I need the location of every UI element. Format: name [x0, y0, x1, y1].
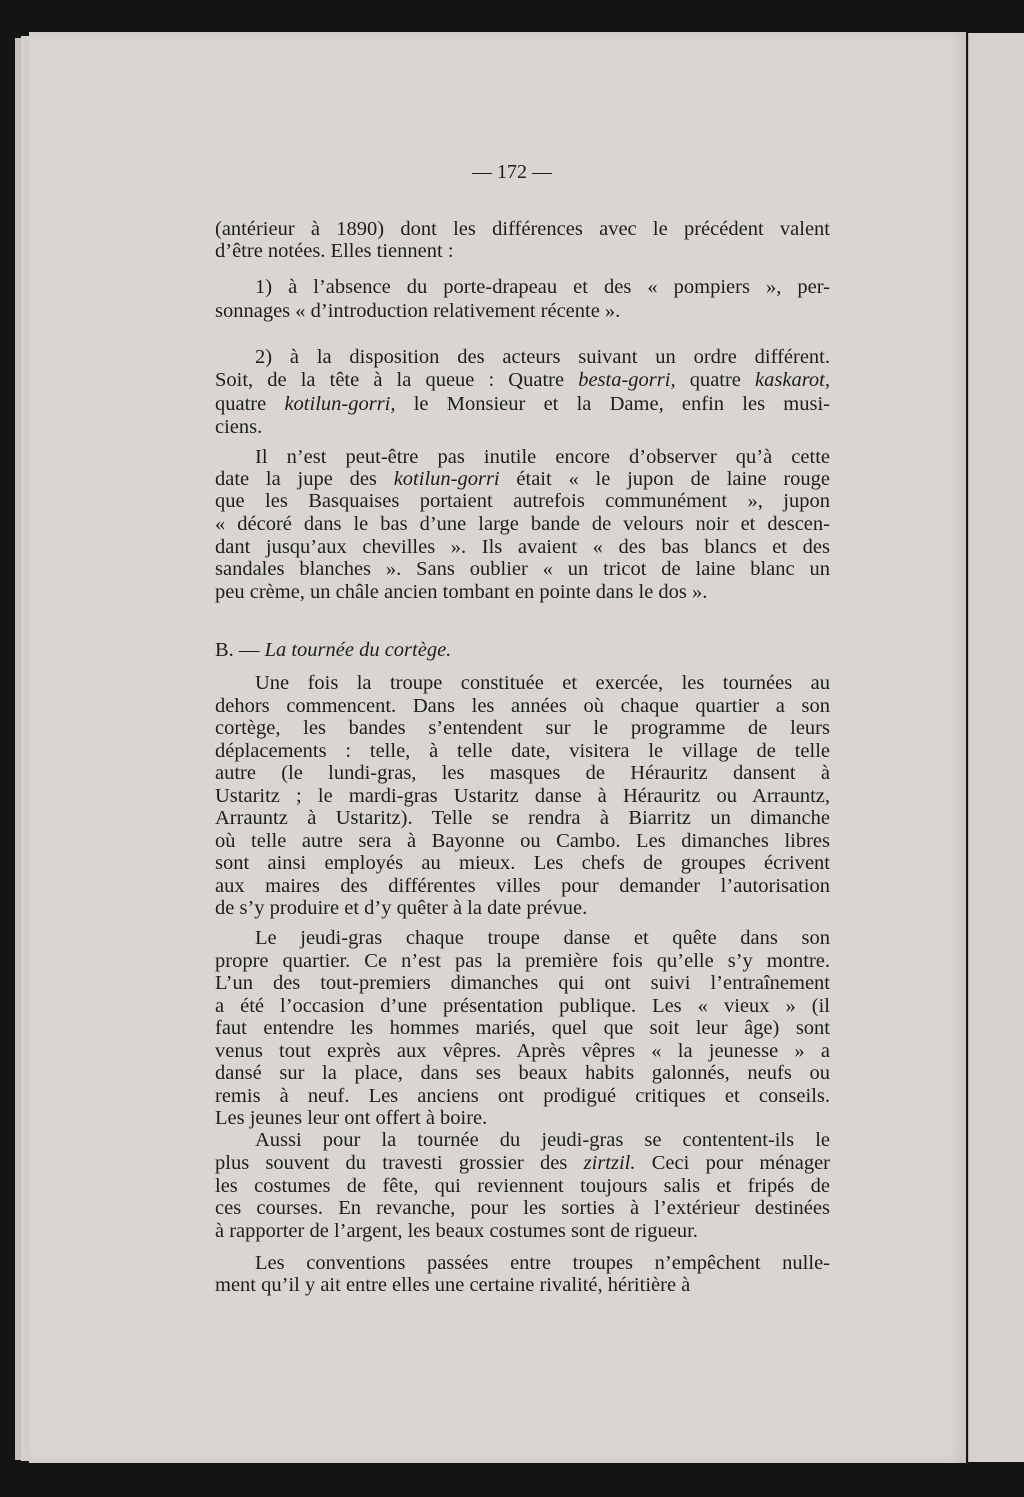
text-line — [215, 217, 830, 241]
text-line — [255, 1251, 830, 1275]
text-run: 2) à la disposition des acteurs suivant un ordre différent. — [255, 346, 830, 368]
text-run: dansé sur la place, dans ses beaux habits galonnés, neufs ou — [215, 1062, 830, 1084]
text-run: propre quartier. Ce n’est pas la première fois qu’elle s’y montre. — [215, 950, 830, 972]
text-run: aux maires des différentes villes pour demander l’autorisation — [215, 875, 830, 897]
text-run: déplacements : telle, à telle date, visitera le village de telle — [215, 740, 830, 762]
text-line — [215, 489, 830, 513]
text-run: B. — — [215, 639, 265, 661]
italic-term: kotilun-gorri, — [284, 393, 396, 415]
text-run: ment qu’il y ait entre elles une certaine rivalité, héritière à — [215, 1274, 691, 1296]
text-run: Les jeunes leur ont offert à boire. — [215, 1107, 488, 1129]
text-run: (antérieur à 1890) dont les différences avec le précédent valent — [215, 218, 830, 240]
text-run: plus souvent du travesti grossier des — [215, 1152, 584, 1174]
text-line — [215, 949, 830, 973]
text-run: Il n’est peut-être pas inutile encore d’observer qu’à cette — [255, 446, 830, 468]
text-line — [255, 926, 830, 950]
text-line — [215, 874, 830, 898]
text-line — [215, 1174, 830, 1198]
text-run: sont ainsi employés au mieux. Les chefs de groupes écrivent — [215, 852, 830, 874]
text-line — [215, 1196, 830, 1220]
text-line — [215, 739, 830, 763]
text-line — [215, 1151, 830, 1175]
text-run: venus tout exprès aux vêpres. Après vêpres « la jeunesse » a — [215, 1040, 830, 1062]
text-line — [215, 829, 830, 853]
text-run: remis à neuf. Les anciens ont prodigué critiques et conseils. — [215, 1085, 830, 1107]
italic-term: La tournée du cortège. — [264, 639, 452, 661]
text-run: L’un des tout-premiers dimanches qui ont suivi l’entraînement — [215, 972, 830, 994]
text-line — [215, 580, 830, 604]
text-run: à rapporter de l’argent, les beaux costumes sont de rigueur. — [215, 1220, 698, 1242]
text-run: dant jusqu’aux chevilles ». Ils avaient « des bas blancs et des — [215, 536, 830, 558]
text-run: Ustaritz ; le mardi-gras Ustaritz danse à Hérauritz ou Arrauntz, — [215, 785, 830, 807]
text-line — [215, 716, 830, 740]
text-line — [215, 557, 830, 581]
text-line — [215, 694, 830, 718]
italic-term: kaskarot, — [755, 369, 830, 391]
text-line — [255, 275, 830, 299]
text-line — [215, 896, 830, 920]
text-run: quatre — [675, 369, 756, 391]
text-line — [215, 1273, 830, 1297]
text-line — [215, 806, 830, 830]
text-run: quatre — [215, 393, 285, 415]
text-line — [215, 1016, 830, 1040]
italic-term: besta-gorri, — [578, 369, 676, 391]
text-line — [215, 1061, 830, 1085]
text-run: où telle autre sera à Bayonne ou Cambo. Les dimanches libres — [215, 830, 830, 852]
text-run: d’être notées. Elles tiennent : — [215, 240, 454, 262]
text-line — [215, 512, 830, 536]
text-line — [215, 467, 830, 491]
text-run: dehors commencent. Dans les années où chaque quartier a son — [215, 695, 830, 717]
text-run: était « le jupon de laine rouge — [499, 468, 831, 490]
text-run: Ceci pour ménager — [635, 1152, 831, 1174]
text-run: 1) à l’absence du porte-drapeau et des « pompiers », per- — [255, 276, 830, 298]
text-run: cortège, les bandes s’entendent sur le programme de leurs — [215, 717, 830, 739]
text-line — [215, 784, 830, 808]
text-line — [255, 671, 830, 695]
text-line — [215, 851, 830, 875]
text-run: ciens. — [215, 416, 263, 438]
text-run: sandales blanches ». Sans oublier « un tricot de laine blanc un — [215, 558, 830, 580]
text-run: Le jeudi-gras chaque troupe danse et quête dans son — [255, 927, 830, 949]
text-line — [215, 1084, 830, 1108]
text-run: le Monsieur et la Dame, enfin les musi- — [395, 393, 830, 415]
text-run: sonnages « d’introduction relativement récente ». — [215, 300, 621, 322]
text-line — [215, 392, 830, 416]
italic-term: zirtzil. — [583, 1152, 636, 1174]
section-heading — [215, 638, 830, 662]
text-line — [255, 345, 830, 369]
text-line — [215, 299, 830, 323]
text-line — [215, 535, 830, 559]
text-line — [215, 415, 830, 439]
text-run: Une fois la troupe constituée et exercée, les tournées au — [255, 672, 830, 694]
text-line — [215, 971, 830, 995]
text-line — [215, 1219, 830, 1243]
text-line — [215, 1106, 830, 1130]
text-run: de s’y produire et d’y quêter à la date prévue. — [215, 897, 588, 919]
text-line — [215, 368, 830, 392]
text-run: que les Basquaises portaient autrefois communément », jupon — [215, 490, 830, 512]
text-run: ces courses. En revanche, pour les sorties à l’extérieur destinées — [215, 1197, 830, 1219]
page-number: — 172 — — [472, 161, 552, 183]
text-line — [215, 761, 830, 785]
text-run: Les conventions passées entre troupes n’empêchent nulle- — [255, 1252, 830, 1274]
text-run: a été l’occasion d’une présentation publique. Les « vieux » (il — [215, 995, 830, 1017]
text-run: Arrauntz à Ustaritz). Telle se rendra à Biarritz un dimanche — [215, 807, 830, 829]
text-run: date la jupe des — [215, 468, 394, 490]
text-line — [215, 1039, 830, 1063]
text-run: autre (le lundi-gras, les masques de Hérauritz dansent à — [215, 762, 830, 784]
text-run: faut entendre les hommes mariés, quel que soit leur âge) sont — [215, 1017, 830, 1039]
text-run: les costumes de fête, qui reviennent toujours salis et fripés de — [215, 1175, 830, 1197]
text-run: Aussi pour la tournée du jeudi-gras se contentent-ils le — [255, 1129, 830, 1151]
text-run: peu crème, un châle ancien tombant en pointe dans le dos ». — [215, 581, 708, 603]
facing-page-edge — [968, 33, 1024, 1462]
text-line — [215, 994, 830, 1018]
text-line — [215, 239, 830, 263]
italic-term: kotilun-gorri — [393, 468, 500, 490]
text-line — [255, 1128, 830, 1152]
text-line — [255, 445, 830, 469]
text-run: « décoré dans le bas d’une large bande de velours noir et descen- — [215, 513, 830, 535]
text-run: Soit, de la tête à la queue : Quatre — [215, 369, 579, 391]
